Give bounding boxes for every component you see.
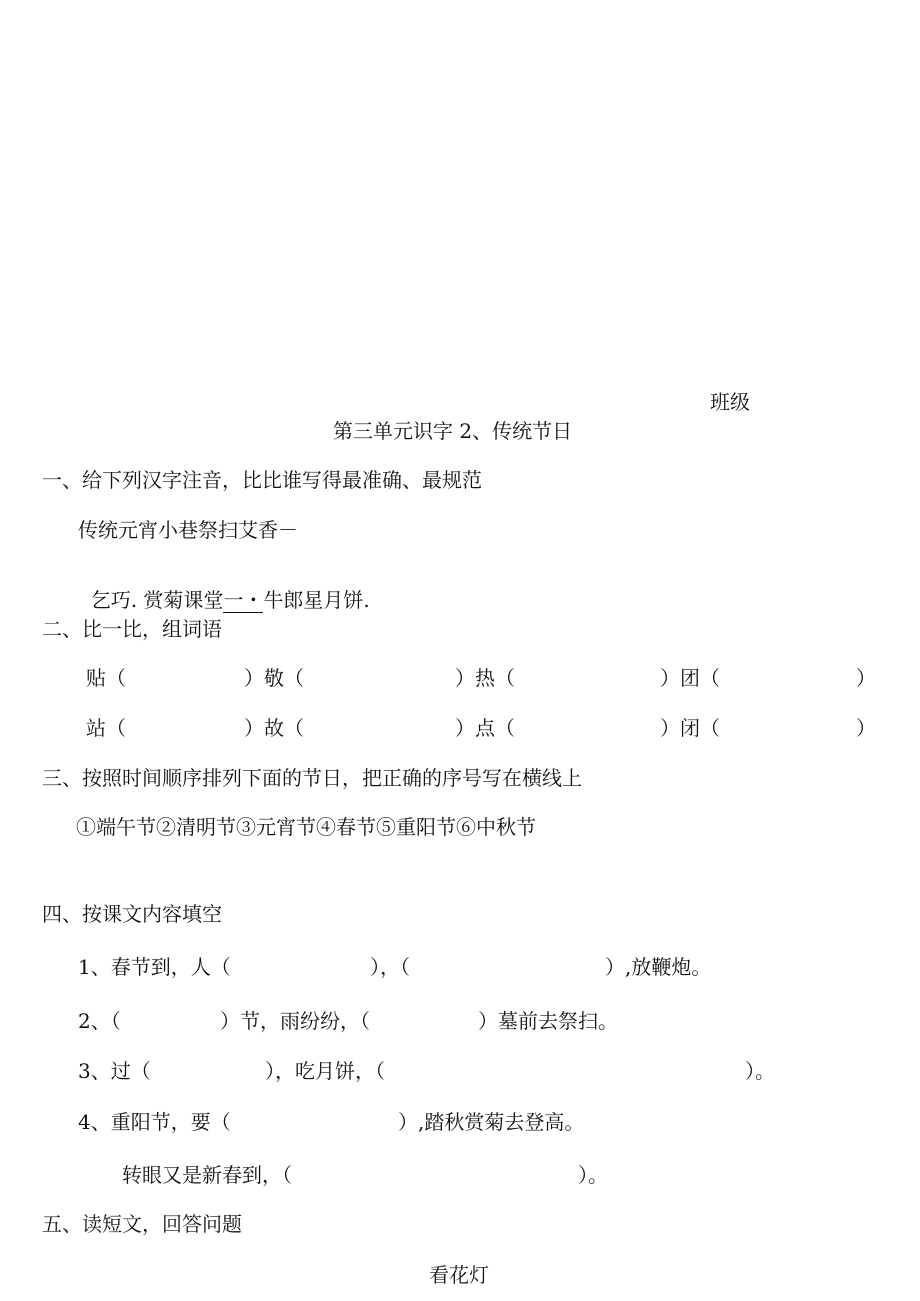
class-label: 班级 — [710, 390, 750, 414]
section4-heading: 四、按课文内容填空 — [42, 902, 222, 926]
compare-cell: 贴（ — [86, 666, 126, 690]
compare-cell: ）团（ — [660, 666, 720, 690]
compare-cell: ） — [856, 716, 876, 740]
compare-cell: ）闭（ — [660, 716, 720, 740]
page-title: 第三单元识字 2、传统节日 — [333, 419, 573, 443]
passage-title: 看花灯 — [429, 1263, 489, 1287]
question-text: 2、（ — [78, 1009, 121, 1033]
section3-heading: 三、按照时间顺序排列下面的节日，把正确的序号写在横线上 — [42, 766, 582, 790]
question-text: ）节，雨纷纷，（ — [220, 1009, 370, 1033]
festival-list: ①端午节②清明节③元宵节④春节⑤重阳节⑥中秋节 — [76, 815, 536, 839]
question-text: ）,放鞭炮。 — [605, 955, 712, 979]
section1-line2-a: 乞巧. 赏菊课堂 — [90, 588, 224, 612]
compare-cell: ） — [856, 666, 876, 690]
question-text: ），（ — [370, 955, 410, 979]
question-text: ）,踏秋赏菊去登高。 — [398, 1110, 585, 1134]
question-text: ），吃月饼，（ — [265, 1059, 385, 1083]
question-text: 转眼又是新春到，（ — [122, 1163, 292, 1187]
question-text: 4、重阳节，要（ — [78, 1110, 231, 1134]
question-text: 3、过（ — [78, 1059, 151, 1083]
question-text: 1、春节到，人（ — [78, 955, 231, 979]
compare-cell: 站（ — [86, 716, 126, 740]
underlined-blank: 一・ — [223, 588, 264, 612]
question-text: ）。 — [578, 1163, 608, 1187]
section2-heading: 二、比一比，组词语 — [42, 617, 222, 641]
section1-line2 — [78, 570, 370, 610]
compare-cell: ）故（ — [244, 716, 304, 740]
compare-cell: ）敬（ — [244, 666, 304, 690]
compare-cell: ）点（ — [455, 716, 515, 740]
section1-line1: 传统元宵小巷祭扫艾香－ — [78, 518, 298, 542]
section5-heading: 五、读短文，回答问题 — [42, 1212, 242, 1236]
section1-line2-c: 牛郎星月饼. — [263, 588, 370, 612]
compare-cell: ）热（ — [455, 666, 515, 690]
question-text: ）墓前去祭扫。 — [478, 1009, 618, 1033]
section1-heading: 一、给下列汉字注音，比比谁写得最准确、最规范 — [42, 468, 482, 492]
question-text: ）。 — [745, 1059, 775, 1083]
